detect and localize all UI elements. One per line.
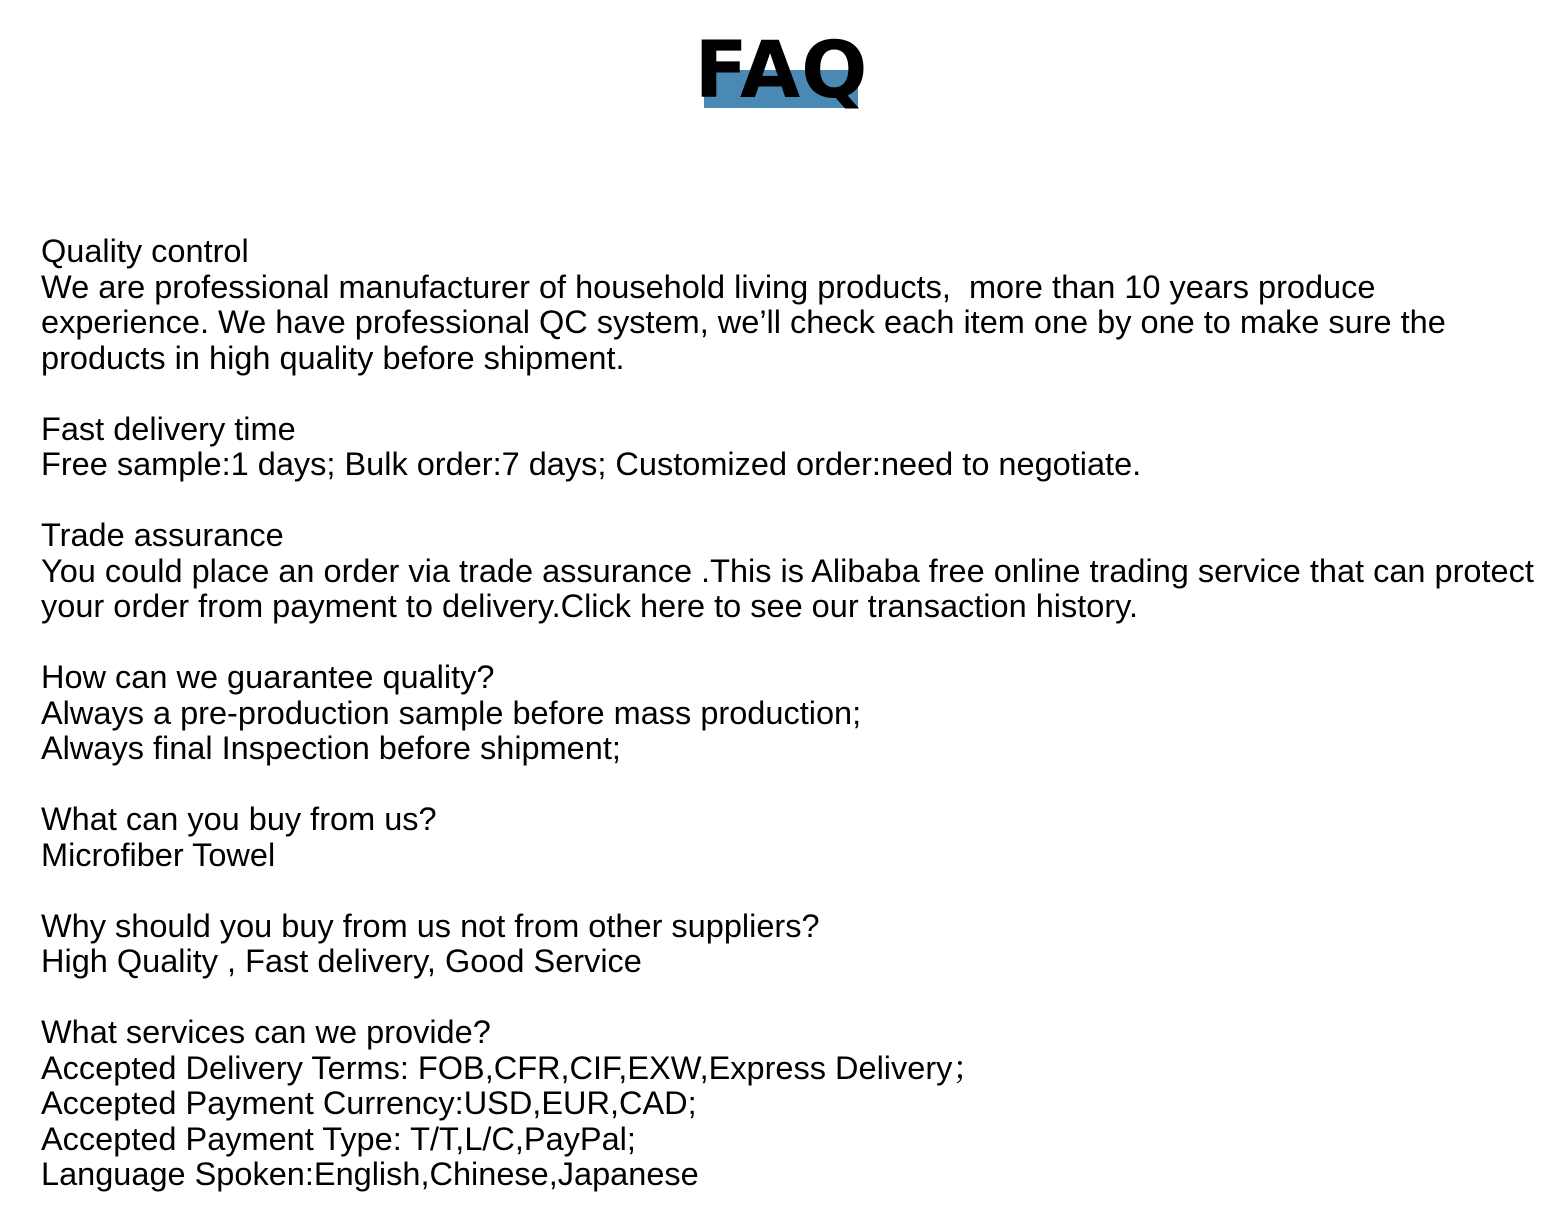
faq-answer-line: Free sample:1 days; Bulk order:7 days; Customized order:need to negotiate. bbox=[41, 446, 1142, 482]
faq-list bbox=[41, 234, 1541, 1193]
faq-question: What services can we provide? bbox=[41, 1014, 491, 1050]
faq-answer-line: Accepted Payment Type: T/T,L/C,PayPal; bbox=[41, 1120, 636, 1157]
faq-answer-line: You could place an order via trade assurance .This is Alibaba free online trading service that can protect your order from payment to delivery.Click here to see our transaction history. bbox=[41, 552, 1543, 624]
faq-question: Fast delivery time bbox=[41, 410, 296, 447]
faq-question: Quality control bbox=[41, 233, 249, 269]
faq-answer-line: Accepted Payment Currency:USD,EUR,CAD; bbox=[41, 1085, 697, 1121]
faq-item-trade-assurance bbox=[41, 518, 1541, 625]
faq-answer-line: Always final Inspection before shipment; bbox=[41, 730, 621, 766]
faq-item-guarantee-quality bbox=[41, 660, 1541, 767]
faq-answer-line: Language Spoken:English,Chinese,Japanese bbox=[41, 1156, 699, 1192]
faq-item-why-buy bbox=[41, 909, 1541, 980]
faq-answer-line: Microfiber Towel bbox=[41, 836, 276, 873]
faq-question: How can we guarantee quality? bbox=[41, 659, 495, 695]
faq-answer-line: Always a pre-production sample before mass production; bbox=[41, 694, 862, 731]
faq-question: Why should you buy from us not from other suppliers? bbox=[41, 907, 820, 944]
page-title-area bbox=[0, 26, 1563, 116]
faq-item-fast-delivery bbox=[41, 412, 1541, 483]
faq-item-services bbox=[41, 1015, 1541, 1193]
faq-question: Trade assurance bbox=[41, 517, 284, 553]
page-title: FAQ bbox=[694, 26, 869, 116]
faq-answer-line: High Quality , Fast delivery, Good Service bbox=[41, 943, 642, 979]
faq-question: What can you buy from us? bbox=[41, 801, 437, 837]
faq-item-quality-control bbox=[41, 234, 1541, 376]
faq-item-what-to-buy bbox=[41, 802, 1541, 873]
faq-answer-line: We are professional manufacturer of household living products, more than 10 years produce experience. We have professional QC system, we’ll check each item one by one to make sure the products in high quality before shipment. bbox=[41, 268, 1455, 376]
faq-answer-line: Accepted Delivery Terms: FOB,CFR,CIF,EXW,Express Delivery； bbox=[41, 1049, 985, 1086]
